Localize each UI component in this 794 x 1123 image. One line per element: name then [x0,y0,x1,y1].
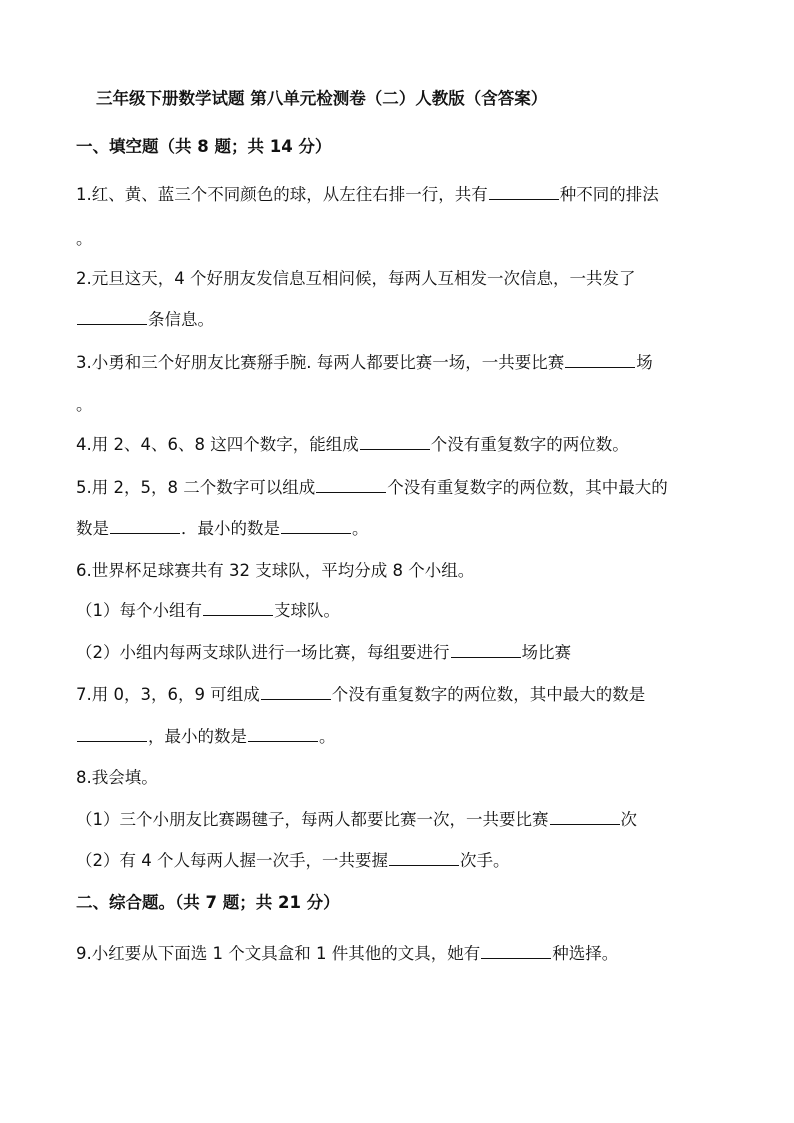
answer-blank [316,478,386,493]
question-text: 7.用 0，3，6，9 可组成 [76,685,260,704]
question-2: 2.元旦这天，4 个好朋友发信息互相问候，每两人互相发一次信息，一共发了 [76,269,636,288]
answer-blank [389,851,459,866]
answer-blank [261,685,331,700]
answer-blank [281,519,351,534]
answer-blank [248,727,318,742]
question-7-continuation [76,726,336,748]
question-text: 个没有重复数字的两位数。 [430,435,629,454]
question-text: 1.红、黄、蓝三个不同颜色的球，从左往右排一行，共有 [76,185,488,204]
question-text: 4.用 2、4、6、8 这四个数字，能组成 [76,435,359,454]
answer-blank [203,601,273,616]
question-text: ．最小的数是 [181,519,280,538]
question-8-part-2 [76,850,510,872]
answer-blank [451,643,521,658]
question-text: ，最小的数是 [148,727,247,746]
question-text: 个没有重复数字的两位数，其中最大的 [387,478,668,497]
question-text: 9.小红要从下面选 1 个文具盒和 1 件其他的文具，她有 [76,944,481,963]
answer-blank [481,944,551,959]
question-text: （2）小组内每两支球队进行一场比赛，每组要进行 [76,643,450,662]
question-5-continuation [76,518,369,540]
question-4 [76,434,629,456]
question-text: 个没有重复数字的两位数，其中最大的数是 [331,685,646,704]
question-6: 6.世界杯足球赛共有 32 支球队，平均分成 8 个小组。 [76,561,475,580]
question-text: 支球队。 [274,601,340,620]
question-2-continuation [76,309,214,331]
question-text: （2）有 4 个人每两人握一次手，一共要握 [76,851,388,870]
question-text: 5.用 2，5，8 二个数字可以组成 [76,478,316,497]
question-6-part-1 [76,600,340,622]
question-text: 种不同的排法 [559,185,659,204]
question-1 [76,184,659,206]
question-text: 次手。 [460,851,510,870]
answer-blank [565,353,635,368]
question-8: 8.我会填。 [76,768,158,787]
question-text: 场 [636,353,653,372]
question-8-part-1 [76,809,637,831]
question-3 [76,352,653,374]
question-text: 。 [352,519,369,538]
question-text: 条信息。 [148,310,214,329]
section-heading-fill-in: 一、填空题（共 8 题；共 14 分） [76,137,332,156]
question-7 [76,684,645,706]
question-text: 。 [319,727,336,746]
question-9 [76,943,618,965]
question-3-continuation: 。 [76,395,93,414]
answer-blank [110,519,180,534]
answer-blank [489,185,559,200]
question-5 [76,477,668,499]
question-text: 数是 [76,519,109,538]
question-text: （1）每个小组有 [76,601,202,620]
question-text: （1）三个小朋友比赛踢毽子，每两人都要比赛一次，一共要比赛 [76,810,549,829]
answer-blank [77,310,147,325]
question-text: 3.小勇和三个好朋友比赛掰手腕. 每两人都要比赛一场，一共要比赛 [76,353,565,372]
question-text: 次 [620,810,637,829]
answer-blank [550,810,620,825]
question-6-part-2 [76,642,571,664]
answer-blank [77,727,147,742]
question-text: 种选择。 [552,944,619,963]
answer-blank [360,435,430,450]
question-text: 场比赛 [521,643,571,662]
question-1-continuation: 。 [76,229,93,248]
section-heading-comprehensive: 二、综合题。（共 7 题；共 21 分） [76,893,340,912]
page-title: 三年级下册数学试题 第八单元检测卷（二）人教版（含答案） [96,89,548,108]
